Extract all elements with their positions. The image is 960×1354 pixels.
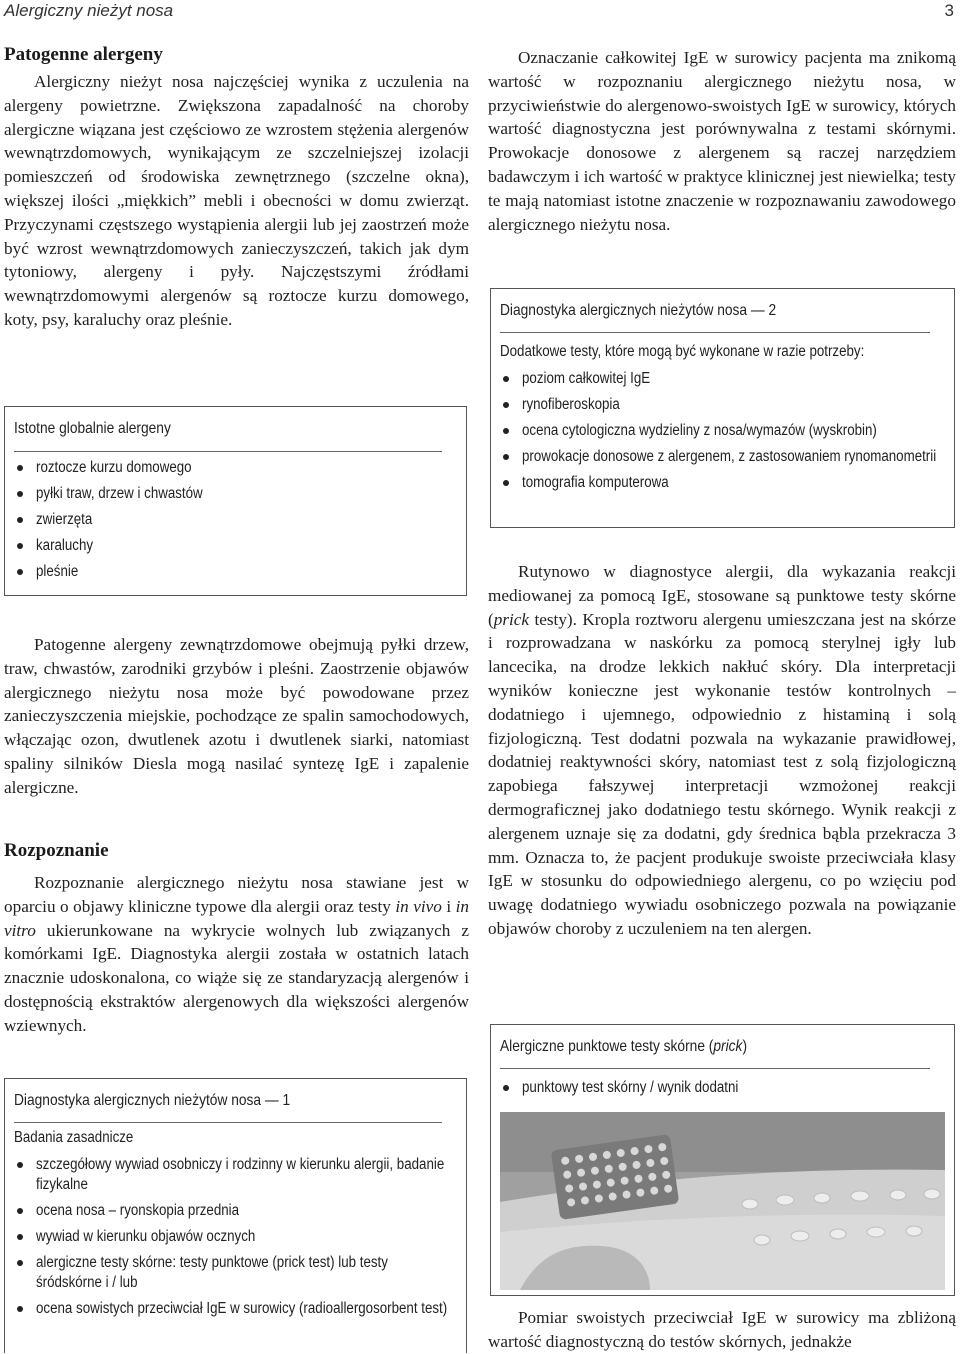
box-diagnostyka-1-title: Diagnostyka alergicznych nieżytów nosa — 1 [14, 1092, 291, 1109]
running-title: Alergiczny nieżyt nosa [4, 1, 174, 20]
prick-test-illustration [500, 1112, 945, 1290]
box-rule [14, 451, 442, 452]
box-diagnostyka-2 [490, 288, 955, 528]
section-heading-patogenne-alergeny: Patogenne alergeny [4, 44, 163, 65]
prick-term: prick [493, 609, 530, 629]
box-diagnostyka-1 [4, 1078, 467, 1353]
list-item: alergiczne testy skórne: testy punktowe (prick test) lub testy śródskórne i / lub [14, 1253, 457, 1293]
list-item: zwierzęta [14, 510, 457, 530]
page-header [0, 0, 960, 22]
box-diagnostyka-2-title: Diagnostyka alergicznych nieżytów nosa — 2 [500, 302, 777, 319]
paragraph-ige-calkowita: Oznaczanie całkowitej IgE w surowicy pacjenta ma znikomą wartość w rozpoznaniu alergicznego nieżytu nosa, w przyciwieństwie do alergenowo-swoistych IgE w surowicy, których wartość diagnostyczna jest porównywalna z testami skórnymi. Prowokacje donosowe z alergenem są raczej narzędziem badawczym i ich wartość w praktyce klinicznej jest niewielka; testy te mają natomiast istotne znaczenie w rozpoznawaniu zawodowego alergicznego nieżytu nosa. [488, 48, 956, 234]
in-vitro-term: in vitro [4, 896, 470, 940]
list-item: karaluchy [14, 536, 457, 556]
page-number: 3 [944, 1, 954, 20]
list-item: pleśnie [14, 562, 457, 582]
box-diagnostyka-1-subtitle: Badania zasadnicze [14, 1129, 134, 1146]
list-item: ocena nosa – ryonskopia przednia [14, 1201, 457, 1221]
box-rule [14, 1122, 442, 1123]
paragraph-prick-testy: Rutynowo w diagnostyce alergii, dla wykazania reakcji mediowanej za pomocą IgE, stosowane są punktowe testy skórne (prick testy). Kropla roztworu alergenu umieszczana jest na skórze i rozprowadzana w naskórku za pomocą sterylnej igły lub lancecika, na drodze lekkich nakłuć skóry. Dla interpretacji wyników konieczne jest wykonanie testów kontrolnych – dodatniego i ujemnego, odpowiednio z histaminą i solą fizjologiczną. Test dodatni pozwala na wykazanie prawidłowej, dodatniej reaktywności skóry, natomiast test z solą fizjologiczną zapobiega fałszywej interpretacji wzmożonej reakcji dermograficznej jako dodatniego testu skórnego. Wynik reakcji z alergenem uznaje się za dodatni, gdy średnica bąbla przekracza 3 mm. Oznacza to, że pacjent produkuje swoiste przeciwciała klasy IgE w stosunku do odpowiedniego alergenu, co po wzięciu pod uwagę dodatniego wywiadu osobniczego pozwala na powiązanie objawów choroby z uczuleniem na ten alergen. [488, 562, 956, 938]
in-vivo-term: in vivo [395, 896, 442, 916]
list-item: poziom całkowitej IgE [500, 369, 945, 389]
diagnostyka-1-list [14, 1155, 457, 1325]
global-allergens-list [14, 458, 457, 588]
list-item: ocena sowistych przeciwciał IgE w surowicy (radioallergosorbent test) [14, 1299, 457, 1319]
paragraph-zewnatrzdomowe: Patogenne alergeny zewnątrzdomowe obejmują pyłki drzew, traw, chwastów, zarodniki grzybów i pleśni. Zaostrzenie objawów alergicznego nieżytu nosa może być powodowane przez zanieczyszczenia miejskie, pochodzące ze spalin samochodowych, włączając ozon, dwutlenek azotu i dwutlenek siarki, natomiast spaliny silników Diesla mogą nasilać syntezę IgE i zapalenie alergiczne. [4, 635, 469, 797]
prick-test-photo [500, 1112, 945, 1290]
prick-test-list [500, 1078, 945, 1104]
list-item: pyłki traw, drzew i chwastów [14, 484, 457, 504]
box-global-allergens-title: Istotne globalnie alergeny [14, 420, 171, 437]
box-prick-test-title: Alergiczne punktowe testy skórne (prick) [500, 1038, 748, 1055]
list-item: punktowy test skórny / wynik dodatni [500, 1078, 945, 1098]
box-global-allergens [4, 406, 467, 596]
list-item: wywiad w kierunku objawów ocznych [14, 1227, 457, 1247]
diagnostyka-2-list [500, 369, 945, 499]
list-item: szczegółowy wywiad osobniczy i rodzinny w kierunku alergii, badanie fizykalne [14, 1155, 457, 1195]
box-rule [500, 332, 930, 333]
box-rule [500, 1068, 930, 1069]
box-diagnostyka-2-subtitle: Dodatkowe testy, które mogą być wykonane w razie potrzeby: [500, 343, 865, 360]
list-item: roztocze kurzu domowego [14, 458, 457, 478]
paragraph-patogenne-alergeny: Alergiczny nieżyt nosa najczęściej wynika z uczulenia na alergeny powietrzne. Zwiększona zapadalność na choroby alergiczne wiązana jest częściowo ze wzrostem stężenia alergenów wewnątrzdomowych, wynikającym ze szczelniejszej izolacji pomieszczeń od środowiska zewnętrznego (szczelne okna), większej ilości „miękkich” mebli i obecności w domu zwierząt. Przyczynami częstszego wystąpienia alergii lub jej zaostrzeń może być wzrost wewnątrzdomowych zanieczyszczeń, takich jak dym tytoniowy, alergeny i pyły. Najczęstszymi źródłami wewnątrzdomowymi alergenów są roztocze kurzu domowego, koty, psy, karaluchy oraz pleśnie. [4, 72, 469, 329]
list-item: rynofiberoskopia [500, 395, 945, 415]
list-item: prowokacje donosowe z alergenem, z zastosowaniem rynomanometrii [500, 447, 945, 467]
section-heading-rozpoznanie: Rozpoznanie [4, 840, 109, 861]
paragraph-pomiar-ige: Pomiar swoistych przeciwciał IgE w surowicy ma zbliżoną wartość diagnostyczną do testów skórnych, jednakże [488, 1308, 956, 1351]
paragraph-rozpoznanie: Rozpoznanie alergicznego nieżytu nosa stawiane jest w oparciu o objawy kliniczne typowe dla alergii oraz testy in vivo i in vitro ukierunkowane na wykrycie wolnych lub związanych z komórkami IgE. Diagnostyka alergii została w ostatnich latach znacznie udoskonalona, co wiąże się ze standaryzacją alergenów i dostępnością ekstraktów alergenowych dla większości alergenów wziewnych. [4, 873, 470, 1035]
list-item: ocena cytologiczna wydzieliny z nosa/wymazów (wyskrobin) [500, 421, 945, 441]
list-item: tomografia komputerowa [500, 473, 945, 493]
